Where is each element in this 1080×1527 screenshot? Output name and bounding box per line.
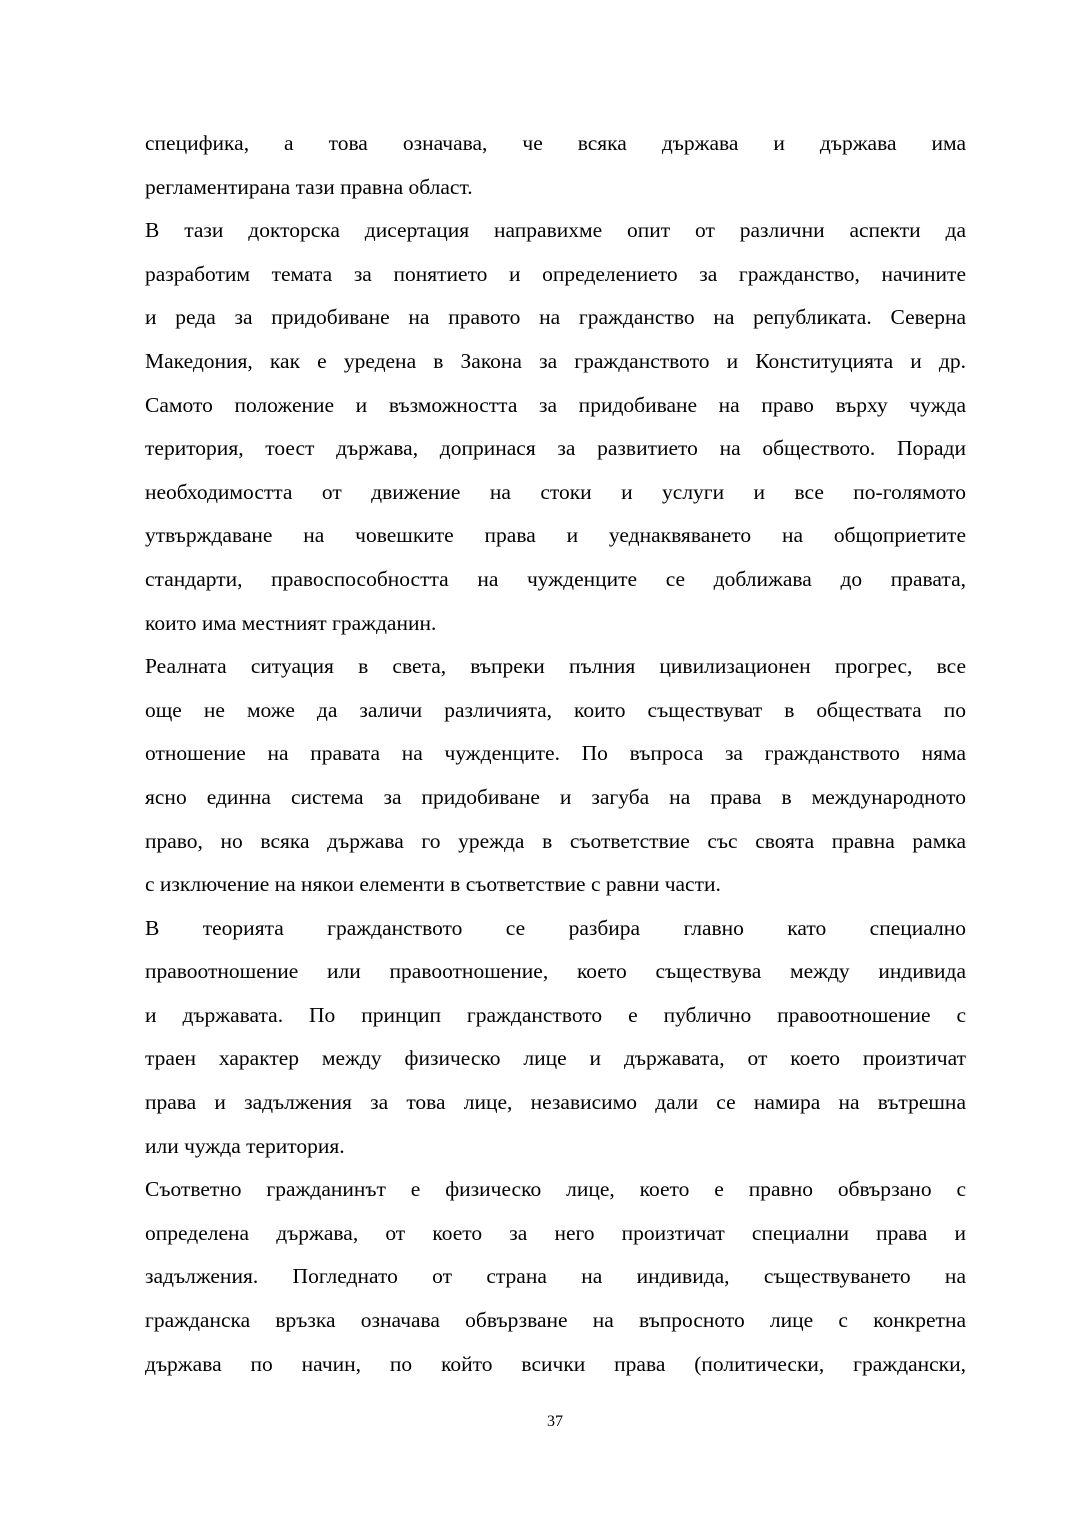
text-line: още не може да заличи различията, които съществуват в обществата по xyxy=(145,697,966,722)
text-line: право, но всяка държава го урежда в съответствие със своята правна рамка xyxy=(145,828,966,853)
text-line: гражданска връзка означава обвързване на въпросното лице с конкретна xyxy=(145,1308,966,1333)
text-line: права и задължения за това лице, независимо дали се намира на вътрешна xyxy=(145,1090,966,1115)
text-line: които има местният гражданин. xyxy=(145,610,437,635)
text-line: с изключение на някои елементи в съответствие с равни части. xyxy=(145,872,721,897)
text-line: отношение на правата на чужденците. По въпроса за гражданството няма xyxy=(145,741,966,766)
text-line: държава по начин, по който всички права (политически, граждански, xyxy=(145,1351,966,1376)
text-line: В теорията гражданството се разбира главно като специално xyxy=(145,915,966,940)
text-line: ясно единна система за придобиване и загуба на права в международното xyxy=(145,784,966,809)
text-line: територия, тоест държава, допринася за развитието на обществото. Поради xyxy=(145,436,966,461)
text-line: Македония, как е уредена в Закона за гражданството и Конституцията и др. xyxy=(145,348,966,373)
text-line: необходимостта от движение на стоки и услуги и все по-голямото xyxy=(145,479,966,504)
text-line: и държавата. По принцип гражданството е публично правоотношение с xyxy=(145,1002,966,1027)
text-line: Съответно гражданинът е физическо лице, което е правно обвързано с xyxy=(145,1177,966,1202)
text-line: регламентирана тази правна област. xyxy=(145,174,473,199)
text-line: Самото положение и възможността за придобиване на право върху чужда xyxy=(145,392,966,417)
text-line: определена държава, от което за него произтичат специални права и xyxy=(145,1220,966,1245)
text-line: разработим темата за понятието и определението за гражданство, начините xyxy=(145,261,966,286)
text-line: В тази докторска дисертация направихме опит от различни аспекти да xyxy=(145,218,966,243)
text-line: траен характер между физическо лице и държавата, от което произтичат xyxy=(145,1046,966,1071)
page-number: 37 xyxy=(547,1413,563,1430)
text-line: стандарти, правоспособността на чужденците се доближава до правата, xyxy=(145,566,966,591)
text-line: специфика, а това означава, че всяка държава и държава има xyxy=(145,131,966,155)
text-line: и реда за придобиване на правото на гражданство на републиката. Северна xyxy=(145,305,966,330)
body-text xyxy=(145,122,966,1386)
text-line: или чужда територия. xyxy=(145,1133,345,1158)
text-line: Реалната ситуация в света, въпреки пълния цивилизационен прогрес, все xyxy=(145,654,966,679)
text-line: утвърждаване на човешките права и уеднаквяването на общоприетите xyxy=(145,523,966,548)
text-line: задължения. Погледнато от страна на индивида, съществуването на xyxy=(145,1264,966,1289)
text-line: правоотношение или правоотношение, което съществува между индивида xyxy=(145,959,966,984)
